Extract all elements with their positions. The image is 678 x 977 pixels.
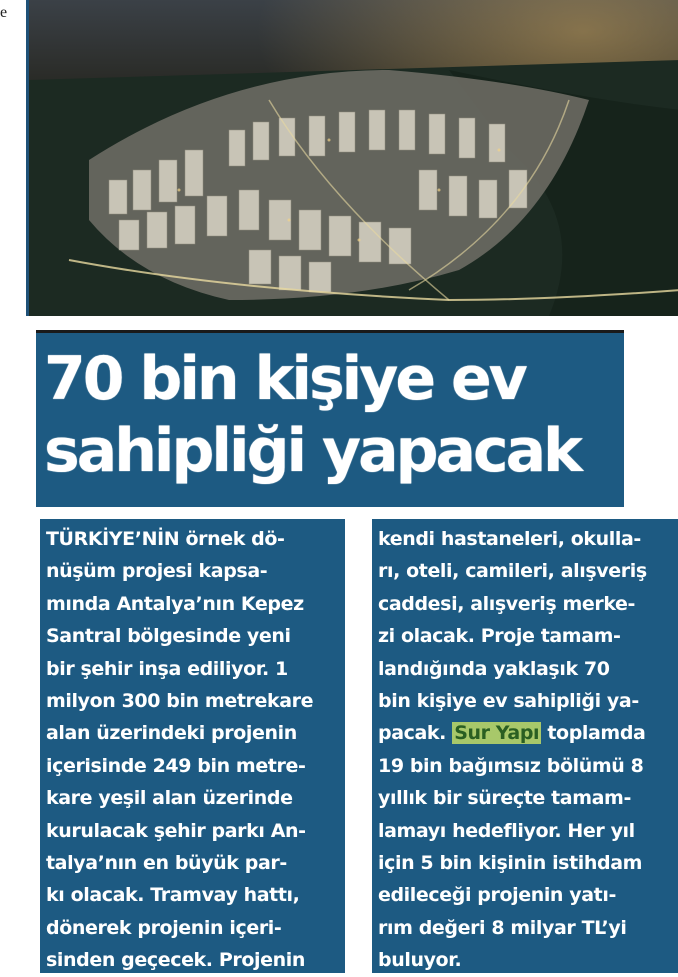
body-line: yıllık bir süreçte tamam- [378, 787, 631, 810]
body-line: kare yeşil alan üzerinde [46, 787, 293, 810]
body-line: buluyor. [378, 949, 462, 972]
body-line: nüşüm projesi kapsa- [46, 560, 268, 583]
body-line: kı olacak. Tramvay hattı, [46, 884, 300, 907]
stray-text-fragment: e [0, 4, 8, 21]
body-line: mında Antalya’nın Kepez [46, 592, 304, 615]
body-line: TÜRKİYE’NİN örnek dö- [46, 528, 285, 550]
body-line: 19 bin bağımsız bölümü 8 [378, 754, 644, 777]
headline [36, 333, 624, 487]
body-line: milyon 300 bin metrekare [46, 690, 314, 713]
body-text: toplamda [541, 722, 646, 745]
body-line: dönerek projenin içeri- [46, 916, 282, 939]
body-line: kendi hastaneleri, okulla- [378, 528, 641, 550]
body-line: içerisinde 249 bin metre- [46, 754, 306, 777]
body-line: Santral bölgesinde yeni [46, 625, 291, 648]
headline-box [36, 330, 624, 507]
body-line: zi olacak. Proje tamam- [378, 625, 621, 648]
body-line: talya’nın en büyük par- [46, 852, 287, 875]
headline-line: sahipliği yapacak [44, 416, 580, 486]
body-text: pacak. [378, 722, 446, 745]
body-line: rım değeri 8 milyar TL’yi [378, 916, 627, 939]
body-line: için 5 bin kişinin istihdam [378, 852, 643, 875]
headline-line: 70 bin kişiye ev [44, 344, 525, 414]
article-column-left [40, 519, 345, 973]
body-line: landığında yaklaşık 70 [378, 657, 610, 680]
company-name-highlight: Sur Yapı [454, 722, 540, 745]
body-line-highlighted [378, 717, 676, 749]
body-line: alan üzerindeki projenin [46, 722, 297, 745]
body-line: rı, oteli, camileri, alışveriş [378, 560, 647, 583]
body-line: bin kişiye ev sahipliği ya- [378, 690, 639, 713]
body-line: edileceği projenin yatı- [378, 884, 616, 907]
body-line: sinden geçecek. Projenin [46, 949, 305, 972]
aerial-city-render-image [26, 0, 678, 316]
body-line: caddesi, alışveriş merke- [378, 592, 636, 615]
body-line: bir şehir inşa ediliyor. 1 [46, 657, 288, 680]
body-line: kurulacak şehir parkı An- [46, 819, 306, 842]
body-line: lamayı hedefliyor. Her yıl [378, 819, 635, 842]
article-column-right [372, 519, 678, 973]
